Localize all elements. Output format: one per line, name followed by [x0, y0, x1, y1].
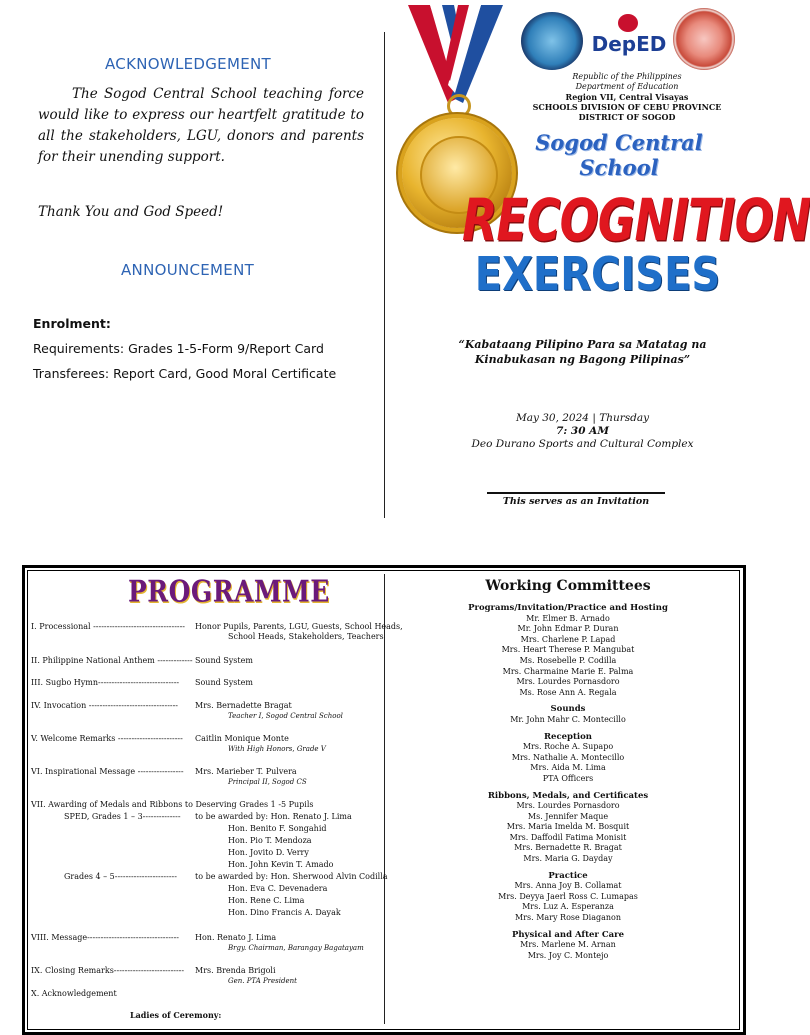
programme-title: PROGRAMME [128, 574, 330, 609]
division-line: SCHOOLS DIVISION OF CEBU PROVINCE [532, 102, 722, 112]
prog-g45-awarder-3: Hon. Rene C. Lima [228, 896, 305, 905]
prog-g45-awarder-1: to be awarded by: Hon. Sherwood Alvin Codilla [195, 872, 388, 881]
committee-member: Mrs. Daffodil Fatima Monisit [509, 832, 627, 842]
committee-member: Mrs. Lourdes Pornasdoro [516, 801, 620, 811]
school-name: Sogod Central School [535, 130, 703, 180]
prog-sped-awarder-2: Hon. Benito F. Songahid [228, 824, 327, 833]
prog-sub-welcome: With High Honors, Grade V [228, 745, 326, 753]
medal-ribbon-icon [408, 5, 503, 105]
prog-who-hymn: Sound System [195, 678, 253, 687]
acknowledgement-body: The Sogod Central School teaching force would like to express our heartfelt gratitude to all the stakeholders, LGU, donors and parents for their unending support. [38, 86, 364, 165]
recognition-title: RECOGNITION [462, 186, 810, 254]
prog-sub-inspirational: Principal II, Sogod CS [228, 778, 307, 786]
acknowledgement-heading: ACKNOWLEDGEMENT [105, 55, 271, 73]
prog-who-processional-2: School Heads, Stakeholders, Teachers [228, 632, 384, 641]
committees-title: Working Committees [485, 578, 651, 594]
prog-item-welcome: V. Welcome Remarks ------------------------ [31, 734, 183, 743]
sogod-school-seal-icon [673, 8, 735, 70]
prog-who-closing: Mrs. Brenda Brigoli [195, 966, 276, 975]
deped-logo: DepED [590, 14, 668, 68]
prog-g45-awarder-2: Hon. Eva C. Devenadera [228, 884, 328, 893]
department-line: Department of Education [575, 82, 679, 91]
prog-sped-awarder-5: Hon. John Kevin T. Amado [228, 860, 334, 869]
prog-item-inspirational: VI. Inspirational Message ----------------- [31, 767, 184, 776]
prog-who-welcome: Caitlin Monique Monte [195, 734, 289, 743]
invitation-text: This serves as an Invitation [502, 496, 650, 507]
committee-member: Mrs. Maria G. Dayday [523, 854, 613, 864]
requirements-line: Requirements: Grades 1-5-Form 9/Report Card [33, 341, 324, 356]
prog-who-anthem: Sound System [195, 656, 253, 665]
prog-item-awarding: VII. Awarding of Medals and Ribbons to Deserving Grades 1 -5 Pupils [31, 800, 314, 809]
prog-g45-label: Grades 4 – 5----------------------- [64, 872, 177, 881]
committee-member: Ms. Rosebelle P. Codilla [519, 655, 617, 665]
committee-member: Mrs. Heart Therese P. Mangubat [501, 645, 635, 655]
district-line: DISTRICT OF SOGOD [578, 112, 676, 122]
committee-member: Mrs. Deyya Jaerl Ross C. Lumapas [498, 891, 638, 901]
committee-member: Mrs. Marlene M. Arnan [520, 940, 616, 950]
committee-member: Mr. Elmer B. Arnado [526, 613, 610, 623]
prog-item-acknowledgement: X. Acknowledgement [31, 989, 117, 998]
committee-heading: Physical and After Care [511, 929, 625, 940]
committee-member: Ms. Rose Ann A. Regala [519, 687, 617, 697]
enrolment-label: Enrolment: [33, 316, 111, 331]
committee-member: Ms. Jennifer Maque [527, 811, 609, 821]
theme-line-2: Kinabukasan ng Bagong Pilipinas” [474, 353, 691, 366]
prog-who-invocation: Mrs. Bernadette Bragat [195, 701, 292, 710]
committee-member: Mrs. Joy C. Montejo [527, 950, 609, 960]
committee-member: PTA Officers [542, 773, 594, 783]
transferees-line: Transferees: Report Card, Good Moral Certificate [33, 366, 337, 381]
committee-member: Mrs. Charmaine Marie E. Palma [502, 666, 634, 676]
committee-member: Mrs. Luz A. Esperanza [522, 902, 614, 912]
prog-sub-invocation: Teacher I, Sogod Central School [228, 712, 343, 720]
committees-list [388, 603, 748, 961]
prog-item-hymn: III. Sugbo Hymn------------------------------ [31, 678, 180, 687]
committee-member: Mrs. Roche A. Supapo [522, 742, 614, 752]
prog-sped-awarder-4: Hon. Jovito D. Verry [228, 848, 309, 857]
announcement-heading: ANNOUNCEMENT [121, 261, 255, 279]
medal-ring-icon [447, 94, 471, 118]
committee-member: Mr. John Edmar P. Duran [517, 624, 619, 634]
prog-sub-message: Brgy. Chairman, Barangay Bagatayam [228, 944, 364, 952]
prog-item-invocation: IV. Invocation --------------------------------- [31, 701, 179, 710]
committee-member: Mrs. Charlene P. Lapad [520, 634, 616, 644]
committee-heading: Programs/Invitation/Practice and Hosting [468, 603, 668, 613]
header-lines [520, 72, 734, 122]
committee-member: Mrs. Lourdes Pornasdoro [516, 677, 620, 687]
prog-who-message: Hon. Renato J. Lima [195, 933, 277, 942]
committee-member: Mrs. Bernadette R. Bragat [514, 843, 622, 853]
prog-item-anthem: II. Philippine National Anthem ------------- [31, 656, 193, 665]
programme-divider [384, 574, 385, 1024]
committee-heading: Reception [543, 731, 592, 742]
region-line: Region VII, Central Visayas [565, 92, 689, 102]
event-time: 7: 30 AM [556, 425, 609, 437]
theme-line-1: “Kabataang Pilipino Para sa Matatag na [458, 338, 707, 351]
prog-sub-closing: Gen. PTA President [228, 977, 297, 985]
committee-heading: Ribbons, Medals, and Certificates [487, 790, 649, 801]
invitation-rule [487, 492, 665, 494]
committee-member: Mrs. Aida M. Lima [530, 763, 606, 773]
committee-heading: Practice [548, 870, 588, 881]
committee-member: Mrs. Anna Joy B. Collamat [514, 881, 622, 891]
prog-item-processional: I. Processional ---------------------------------- [31, 622, 185, 631]
prog-sped-awarder-1: to be awarded by: Hon. Renato J. Lima [195, 812, 352, 821]
prog-who-processional: Honor Pupils, Parents, LGU, Guests, School Heads, [195, 622, 403, 631]
prog-g45-awarder-4: Hon. Dino Francis A. Dayak [228, 908, 341, 917]
committee-member: Mrs. Mary Rose Diaganon [514, 913, 622, 923]
prog-item-message: VIII. Message---------------------------------- [31, 933, 180, 942]
event-venue: Deo Durano Sports and Cultural Complex [471, 438, 694, 450]
committee-member: Mrs. Maria Imelda M. Bosquit [506, 822, 630, 832]
fold-divider [384, 32, 385, 518]
event-date: May 30, 2024 | Thursday [515, 412, 650, 424]
prog-sped-label: SPED, Grades 1 – 3-------------- [64, 812, 181, 821]
prog-sped-awarder-3: Hon. Pio T. Mendoza [228, 836, 312, 845]
committee-member: Mrs. Nathalie A. Montecillo [511, 752, 625, 762]
republic-line: Republic of the Philippines [572, 72, 682, 81]
prog-item-closing: IX. Closing Remarks-------------------------- [31, 966, 185, 975]
thank-you-text: Thank You and God Speed! [38, 204, 224, 220]
prog-ladies-of-ceremony: Ladies of Ceremony: [130, 1010, 222, 1020]
prog-who-inspirational: Mrs. Marieber T. Pulvera [195, 767, 297, 776]
cebu-province-seal-icon [521, 12, 583, 70]
committee-member: Mr. John Mahr C. Montecillo [510, 714, 626, 724]
exercises-title: EXERCISES [474, 248, 721, 302]
committee-heading: Sounds [550, 704, 586, 715]
